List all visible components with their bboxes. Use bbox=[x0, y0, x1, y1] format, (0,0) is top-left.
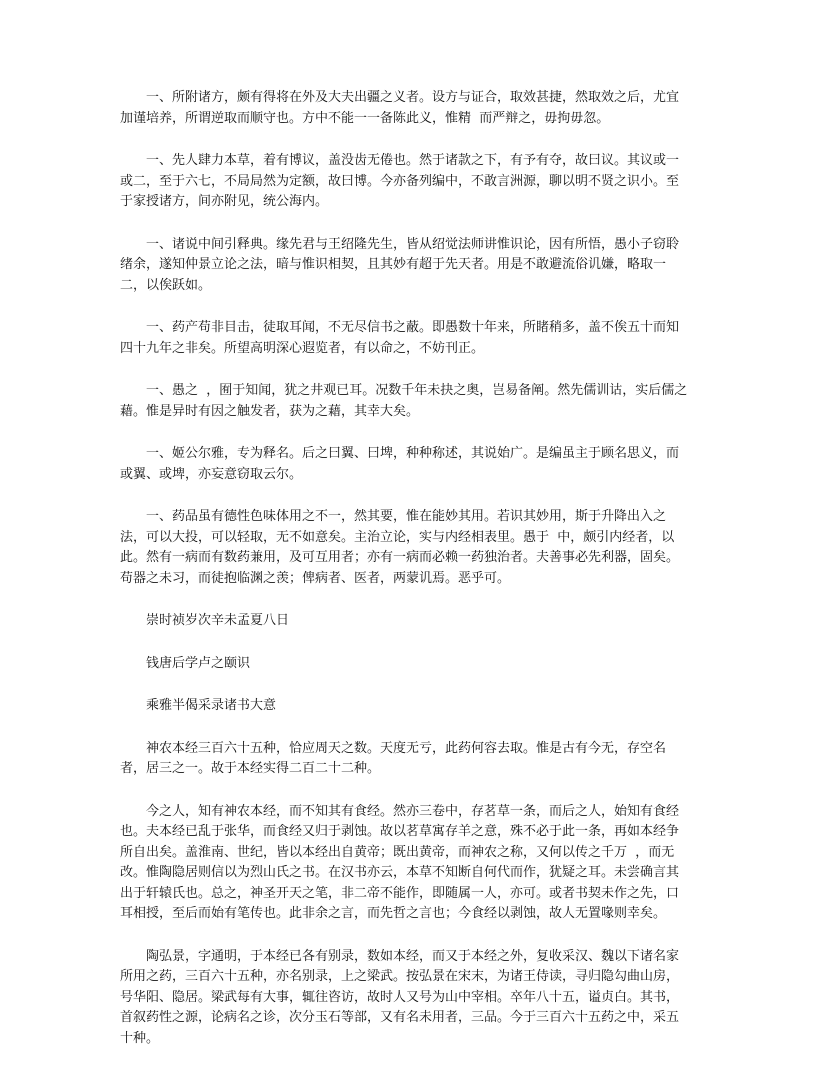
paragraph-body-3: 陶弘景，字通明，于本经已各有别录，数如本经，而又于本经之外，复收采汉、魏以下诸名家所用之药，三百六十五种，亦名别录，上之梁武。按弘景在宋末，为诸王侍读，寻归隐勾曲山房，号华阳、隐居。梁武每有大事，辄往咨访，故时人又号为山中宰相。卒年八十五，谥贞白。其书，首叙药性之源，论病名之诊，次分玉石等部，又有名未用者，三品。今于三百六十五药之中，采五十种。 bbox=[120, 948, 680, 1046]
paragraph-note-7: 一、药品虽有德性色味体用之不一，然其要，惟在能妙其用。若识其妙用，斯于升降出入之法，可以大投，可以轻取，无不如意矣。主治立论，实与内经相表里。愚于 中，颇引内经者，以此。然有一病而有数药兼用，及可互用者；亦有一病而必赖一药独治者。夫善事必先利器，固矣。苟器之未习，而徒抱临渊之羡；俾病者、医者，两蒙讥焉。恶乎可。 bbox=[120, 509, 680, 586]
paragraph-note-5: 一、愚之 ，囿于知闻，犹之井观已耳。况数千年未抉之奥，岂易备阐。然先儒训诂，实后儒之藉。惟是异时有因之触发者，获为之藉，其幸大矣。 bbox=[120, 383, 688, 419]
date-line: 崇时祯岁次辛未孟夏八日 bbox=[146, 613, 290, 628]
signature-line: 钱唐后学卢之颐识 bbox=[146, 655, 251, 671]
paragraph-note-4: 一、药产苟非目击，徒取耳闻，不无尽信书之蔽。即愚数十年来，所睹稍多，盖不俟五十而知四十九年之非矣。所望高明深心遐览者，有以命之，不妨刊正。 bbox=[120, 320, 680, 356]
paragraph-note-2: 一、先人肆力本草，着有博议，盖没齿无倦也。然于诸款之下，有予有夺，故曰议。其议或一或二，至于六七，不局局然为定额，故曰博。今亦备列编中，不敢言洲源，聊以明不贤之识小。至于家授诸方，间亦附见，统公海内。 bbox=[120, 153, 680, 209]
paragraph-note-1: 一、所附诸方，颇有得将在外及大夫出疆之义者。设方与证合，取效甚捷，然取效之后，尤宜加谨培养，所谓逆取而顺守也。方中不能一一备陈此义，惟精 而严辩之，毋拘毋忽。 bbox=[120, 90, 680, 126]
paragraph-note-3: 一、诸说中间引释典。缘先君与王绍隆先生，皆从绍觉法师讲惟识论，因有所悟，愚小子窃聆绪余，遂知仲景立论之法，暗与惟识相契，且其妙有超于先天者。用是不敢避流俗讥嫌，略取一二，以俟跃如。 bbox=[120, 236, 680, 293]
paragraph-body-1: 神农本经三百六十五种，恰应周天之数。天度无亏，此药何容去取。惟是古有今无，存空名者，居三之一。故于本经实得二百二十二种。 bbox=[120, 740, 667, 776]
paragraph-body-2: 今之人，知有神农本经，而不知其有食经。然亦三卷中，存茗草一条，而后之人，始知有食经也。夫本经已乱于张华，而食经又归于剥蚀。故以茗草寓存羊之意，殊不必于此一条，再如本经争所自出矣。盖淮南、世纪，皆以本经出自黄帝；既出黄帝，而神农之称，又何以传之千万 ，而无改。惟陶隐居则信以为烈山氏之书。在汉书亦云，本草不知断自何代而作，犹疑之耳。未尝确言其出于轩辕氏也。总之，神圣开天之笔，非二帝不能作，即随属一人，亦可。或者书契未作之先，口耳相授，至后而始有笔传也。此非余之言，而先哲之言也；今食经以剥蚀，故人无置喙则幸矣。 bbox=[120, 803, 680, 921]
paragraph-note-6: 一、姬公尔雅，专为释名。后之曰翼、曰埤，种种称述，其说始广。是编虽主于顾名思义，而或翼、或埤，亦妄意窃取云尔。 bbox=[120, 446, 680, 482]
section-heading: 乘雅半偈采录诸书大意 bbox=[146, 698, 277, 713]
document-body bbox=[120, 88, 690, 1071]
